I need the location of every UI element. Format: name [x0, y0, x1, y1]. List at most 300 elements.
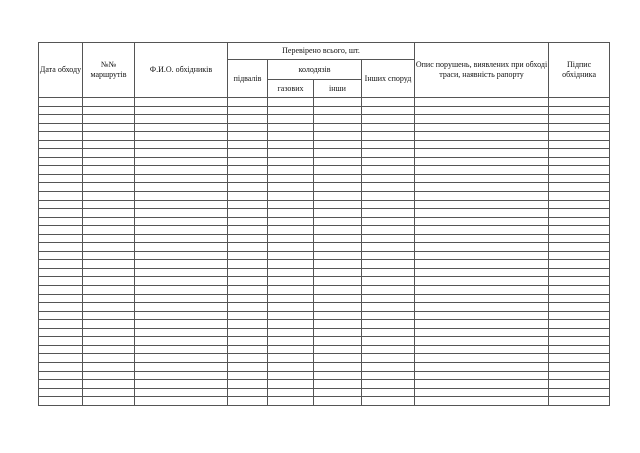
cell-name — [135, 132, 228, 141]
cell-gas — [268, 362, 314, 371]
cell-description — [415, 286, 549, 295]
table-row — [39, 115, 610, 124]
cell-other — [314, 337, 362, 346]
table-row — [39, 268, 610, 277]
cell-gas — [268, 311, 314, 320]
cell-description — [415, 115, 549, 124]
col-header-description — [415, 43, 549, 98]
cell-description — [415, 294, 549, 303]
cell-gas — [268, 98, 314, 107]
cell-signature — [549, 371, 610, 380]
cell-description — [415, 345, 549, 354]
cell-other — [314, 174, 362, 183]
cell-other-structures — [362, 149, 415, 158]
table-row — [39, 328, 610, 337]
cell-name — [135, 234, 228, 243]
table-row — [39, 294, 610, 303]
cell-other — [314, 132, 362, 141]
cell-routes — [83, 311, 135, 320]
cell-description — [415, 260, 549, 269]
cell-basements — [228, 98, 268, 107]
cell-description — [415, 380, 549, 389]
cell-other-structures — [362, 268, 415, 277]
cell-name — [135, 380, 228, 389]
cell-date — [39, 388, 83, 397]
cell-basements — [228, 200, 268, 209]
cell-name — [135, 183, 228, 192]
cell-description — [415, 200, 549, 209]
cell-other-structures — [362, 157, 415, 166]
cell-gas — [268, 243, 314, 252]
cell-other-structures — [362, 354, 415, 363]
cell-description — [415, 397, 549, 406]
cell-routes — [83, 251, 135, 260]
cell-date — [39, 217, 83, 226]
table-row — [39, 149, 610, 158]
cell-date — [39, 294, 83, 303]
col-header-signature-label: Підпис обхідника — [562, 60, 596, 79]
cell-gas — [268, 294, 314, 303]
table-row — [39, 397, 610, 406]
cell-date — [39, 140, 83, 149]
cell-name — [135, 388, 228, 397]
cell-other — [314, 260, 362, 269]
cell-routes — [83, 149, 135, 158]
cell-basements — [228, 123, 268, 132]
cell-signature — [549, 268, 610, 277]
cell-basements — [228, 311, 268, 320]
cell-signature — [549, 157, 610, 166]
table-row — [39, 200, 610, 209]
cell-routes — [83, 209, 135, 218]
cell-other-structures — [362, 106, 415, 115]
cell-other — [314, 200, 362, 209]
table-row — [39, 123, 610, 132]
cell-other — [314, 311, 362, 320]
cell-signature — [549, 115, 610, 124]
cell-other-structures — [362, 311, 415, 320]
cell-signature — [549, 217, 610, 226]
cell-other — [314, 354, 362, 363]
col-header-date-label: Дата обходу — [39, 65, 82, 74]
cell-other — [314, 268, 362, 277]
cell-routes — [83, 380, 135, 389]
cell-other — [314, 251, 362, 260]
cell-gas — [268, 115, 314, 124]
col-header-gas — [268, 80, 314, 98]
col-header-other — [314, 80, 362, 98]
cell-description — [415, 226, 549, 235]
cell-date — [39, 166, 83, 175]
cell-routes — [83, 303, 135, 312]
cell-description — [415, 388, 549, 397]
cell-name — [135, 328, 228, 337]
cell-description — [415, 149, 549, 158]
cell-other-structures — [362, 132, 415, 141]
cell-date — [39, 320, 83, 329]
cell-description — [415, 217, 549, 226]
cell-routes — [83, 166, 135, 175]
table-row — [39, 174, 610, 183]
cell-routes — [83, 243, 135, 252]
cell-gas — [268, 388, 314, 397]
cell-basements — [228, 217, 268, 226]
cell-gas — [268, 277, 314, 286]
table-row — [39, 98, 610, 107]
cell-basements — [228, 328, 268, 337]
cell-date — [39, 115, 83, 124]
cell-gas — [268, 260, 314, 269]
cell-basements — [228, 354, 268, 363]
cell-gas — [268, 345, 314, 354]
cell-gas — [268, 123, 314, 132]
cell-signature — [549, 354, 610, 363]
table-row — [39, 251, 610, 260]
table-row — [39, 209, 610, 218]
cell-other — [314, 123, 362, 132]
cell-description — [415, 277, 549, 286]
cell-name — [135, 226, 228, 235]
cell-signature — [549, 166, 610, 175]
cell-basements — [228, 320, 268, 329]
cell-name — [135, 311, 228, 320]
cell-other — [314, 286, 362, 295]
inspection-log-table — [38, 42, 610, 406]
cell-other-structures — [362, 243, 415, 252]
cell-description — [415, 157, 549, 166]
cell-routes — [83, 217, 135, 226]
cell-other-structures — [362, 226, 415, 235]
cell-other-structures — [362, 174, 415, 183]
cell-basements — [228, 243, 268, 252]
col-header-basements-label: підвалів — [233, 73, 262, 83]
cell-other — [314, 192, 362, 201]
cell-gas — [268, 192, 314, 201]
col-header-other-structures — [362, 60, 415, 98]
cell-routes — [83, 328, 135, 337]
cell-date — [39, 174, 83, 183]
cell-basements — [228, 345, 268, 354]
cell-routes — [83, 345, 135, 354]
cell-name — [135, 200, 228, 209]
cell-gas — [268, 337, 314, 346]
cell-other-structures — [362, 217, 415, 226]
cell-date — [39, 243, 83, 252]
cell-basements — [228, 157, 268, 166]
cell-date — [39, 226, 83, 235]
table-row — [39, 277, 610, 286]
cell-description — [415, 311, 549, 320]
cell-other-structures — [362, 192, 415, 201]
col-header-date — [39, 43, 83, 98]
cell-date — [39, 371, 83, 380]
cell-gas — [268, 286, 314, 295]
cell-name — [135, 320, 228, 329]
cell-basements — [228, 337, 268, 346]
cell-gas — [268, 209, 314, 218]
cell-basements — [228, 380, 268, 389]
cell-other — [314, 380, 362, 389]
cell-description — [415, 234, 549, 243]
cell-date — [39, 362, 83, 371]
cell-other — [314, 328, 362, 337]
cell-name — [135, 243, 228, 252]
cell-routes — [83, 354, 135, 363]
table-row — [39, 132, 610, 141]
cell-basements — [228, 166, 268, 175]
cell-other-structures — [362, 98, 415, 107]
cell-other — [314, 303, 362, 312]
table-row — [39, 354, 610, 363]
cell-description — [415, 209, 549, 218]
cell-date — [39, 200, 83, 209]
cell-other — [314, 98, 362, 107]
cell-signature — [549, 251, 610, 260]
cell-name — [135, 397, 228, 406]
cell-other — [314, 157, 362, 166]
cell-other-structures — [362, 251, 415, 260]
cell-routes — [83, 98, 135, 107]
cell-basements — [228, 209, 268, 218]
cell-date — [39, 397, 83, 406]
table-row — [39, 243, 610, 252]
cell-date — [39, 337, 83, 346]
cell-other-structures — [362, 303, 415, 312]
cell-basements — [228, 183, 268, 192]
cell-gas — [268, 140, 314, 149]
table-row — [39, 303, 610, 312]
cell-basements — [228, 277, 268, 286]
cell-description — [415, 251, 549, 260]
cell-signature — [549, 380, 610, 389]
cell-gas — [268, 303, 314, 312]
cell-name — [135, 209, 228, 218]
cell-basements — [228, 362, 268, 371]
cell-name — [135, 106, 228, 115]
cell-gas — [268, 328, 314, 337]
cell-signature — [549, 362, 610, 371]
cell-other-structures — [362, 200, 415, 209]
cell-signature — [549, 106, 610, 115]
cell-routes — [83, 132, 135, 141]
cell-description — [415, 303, 549, 312]
cell-gas — [268, 200, 314, 209]
cell-routes — [83, 115, 135, 124]
cell-other-structures — [362, 294, 415, 303]
table-row — [39, 217, 610, 226]
cell-signature — [549, 303, 610, 312]
cell-description — [415, 98, 549, 107]
cell-signature — [549, 149, 610, 158]
cell-date — [39, 328, 83, 337]
cell-basements — [228, 234, 268, 243]
cell-basements — [228, 268, 268, 277]
cell-other-structures — [362, 209, 415, 218]
cell-other-structures — [362, 277, 415, 286]
cell-name — [135, 294, 228, 303]
cell-basements — [228, 251, 268, 260]
col-header-checked-total — [228, 43, 415, 60]
col-header-wells — [268, 60, 362, 80]
cell-name — [135, 303, 228, 312]
cell-basements — [228, 294, 268, 303]
cell-name — [135, 251, 228, 260]
cell-gas — [268, 380, 314, 389]
cell-other-structures — [362, 328, 415, 337]
cell-basements — [228, 115, 268, 124]
cell-routes — [83, 157, 135, 166]
cell-date — [39, 268, 83, 277]
cell-description — [415, 174, 549, 183]
cell-basements — [228, 226, 268, 235]
col-header-description-label: Опис порушень, виявлених при обході траси, наявність рапорту — [415, 60, 548, 79]
cell-other-structures — [362, 286, 415, 295]
cell-basements — [228, 371, 268, 380]
table-row — [39, 286, 610, 295]
col-header-signature — [549, 43, 610, 98]
cell-signature — [549, 183, 610, 192]
cell-routes — [83, 140, 135, 149]
cell-date — [39, 98, 83, 107]
cell-other — [314, 371, 362, 380]
cell-basements — [228, 397, 268, 406]
cell-signature — [549, 98, 610, 107]
cell-gas — [268, 174, 314, 183]
cell-signature — [549, 192, 610, 201]
cell-name — [135, 174, 228, 183]
cell-routes — [83, 388, 135, 397]
cell-name — [135, 337, 228, 346]
table-row — [39, 106, 610, 115]
table-row — [39, 192, 610, 201]
cell-other-structures — [362, 397, 415, 406]
cell-other — [314, 345, 362, 354]
cell-other — [314, 217, 362, 226]
cell-basements — [228, 106, 268, 115]
cell-date — [39, 260, 83, 269]
cell-name — [135, 98, 228, 107]
cell-other — [314, 234, 362, 243]
cell-date — [39, 123, 83, 132]
cell-name — [135, 268, 228, 277]
col-header-other-label: інши — [329, 83, 346, 93]
cell-routes — [83, 397, 135, 406]
cell-signature — [549, 388, 610, 397]
cell-name — [135, 149, 228, 158]
col-header-name — [135, 43, 228, 98]
cell-other — [314, 149, 362, 158]
cell-date — [39, 303, 83, 312]
cell-other-structures — [362, 183, 415, 192]
cell-signature — [549, 320, 610, 329]
col-header-checked-total-label: Перевірено всього, шт. — [282, 46, 360, 55]
cell-description — [415, 123, 549, 132]
cell-signature — [549, 140, 610, 149]
cell-signature — [549, 311, 610, 320]
cell-gas — [268, 226, 314, 235]
cell-routes — [83, 234, 135, 243]
cell-other-structures — [362, 115, 415, 124]
cell-basements — [228, 192, 268, 201]
cell-gas — [268, 320, 314, 329]
cell-gas — [268, 132, 314, 141]
cell-other — [314, 106, 362, 115]
cell-name — [135, 286, 228, 295]
cell-name — [135, 166, 228, 175]
cell-gas — [268, 149, 314, 158]
cell-other — [314, 243, 362, 252]
cell-other — [314, 115, 362, 124]
cell-name — [135, 157, 228, 166]
cell-basements — [228, 149, 268, 158]
cell-description — [415, 354, 549, 363]
cell-description — [415, 166, 549, 175]
cell-description — [415, 243, 549, 252]
cell-name — [135, 345, 228, 354]
cell-basements — [228, 388, 268, 397]
cell-description — [415, 192, 549, 201]
table-row — [39, 371, 610, 380]
table-row — [39, 311, 610, 320]
cell-signature — [549, 345, 610, 354]
cell-other-structures — [362, 166, 415, 175]
col-header-routes-label: №№ маршрутів — [90, 60, 127, 79]
table-row — [39, 380, 610, 389]
cell-basements — [228, 303, 268, 312]
cell-gas — [268, 217, 314, 226]
cell-name — [135, 260, 228, 269]
table-row — [39, 345, 610, 354]
cell-gas — [268, 183, 314, 192]
cell-routes — [83, 260, 135, 269]
cell-signature — [549, 226, 610, 235]
cell-date — [39, 345, 83, 354]
cell-other-structures — [362, 337, 415, 346]
cell-gas — [268, 397, 314, 406]
cell-basements — [228, 260, 268, 269]
cell-other-structures — [362, 320, 415, 329]
cell-description — [415, 183, 549, 192]
cell-signature — [549, 234, 610, 243]
cell-description — [415, 140, 549, 149]
cell-date — [39, 286, 83, 295]
cell-gas — [268, 157, 314, 166]
table-body — [39, 98, 610, 406]
cell-gas — [268, 371, 314, 380]
table-row — [39, 337, 610, 346]
table-row — [39, 362, 610, 371]
cell-other — [314, 183, 362, 192]
cell-gas — [268, 268, 314, 277]
cell-other-structures — [362, 234, 415, 243]
cell-routes — [83, 286, 135, 295]
cell-other-structures — [362, 380, 415, 389]
cell-description — [415, 132, 549, 141]
cell-date — [39, 311, 83, 320]
cell-routes — [83, 277, 135, 286]
col-header-basements — [228, 60, 268, 98]
cell-gas — [268, 106, 314, 115]
cell-routes — [83, 320, 135, 329]
cell-description — [415, 328, 549, 337]
cell-routes — [83, 123, 135, 132]
cell-gas — [268, 234, 314, 243]
cell-date — [39, 251, 83, 260]
cell-date — [39, 209, 83, 218]
cell-signature — [549, 397, 610, 406]
cell-signature — [549, 132, 610, 141]
cell-routes — [83, 294, 135, 303]
